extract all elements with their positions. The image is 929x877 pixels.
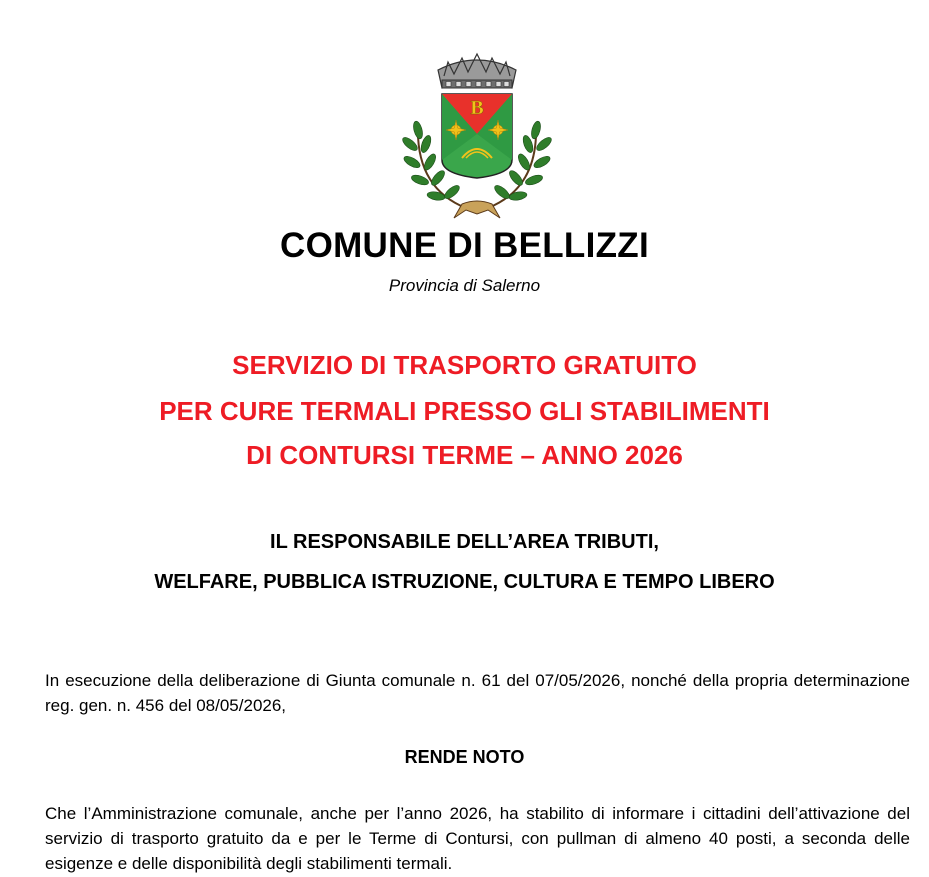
notice-title-line-1: SERVIZIO DI TRASPORTO GRATUITO [232, 350, 697, 380]
crown-icon [438, 54, 516, 88]
municipality-name: COMUNE DI BELLIZZI [280, 226, 649, 265]
body-paragraph: Che l’Amministrazione comunale, anche per l’anno 2026, ha stabilito di informare i cittadini dell’attivazione del servizio di trasporto gratuito da e per le Terme di Contursi, con pullman di almeno 40 posti, a seconda delle esigenze e delle disponibilità degli stabilimenti termali. [45, 804, 910, 873]
municipal-crest-logo [396, 48, 558, 220]
notice-title-line-2: PER CURE TERMALI PRESSO GLI STABILIMENTI [159, 396, 770, 426]
notice-title-line-3: DI CONTURSI TERME – ANNO 2026 [246, 440, 683, 470]
province-name: Provincia di Salerno [388, 276, 541, 295]
intro-paragraph: In esecuzione della deliberazione di Giunta comunale n. 61 del 07/05/2026, nonché della propria determinazione reg. gen. n. 456 del 08/05/2026, [45, 671, 910, 715]
ribbon-icon [454, 201, 500, 218]
shield-icon [442, 94, 512, 178]
rende-noto-heading: RENDE NOTO [404, 747, 525, 767]
svg-text:B: B [470, 97, 484, 119]
responsible-office-line-2: WELFARE, PUBBLICA ISTRUZIONE, CULTURA E TEMPO LIBERO [154, 571, 775, 593]
responsible-office-line-1: IL RESPONSABILE DELL’AREA TRIBUTI, [270, 531, 659, 553]
